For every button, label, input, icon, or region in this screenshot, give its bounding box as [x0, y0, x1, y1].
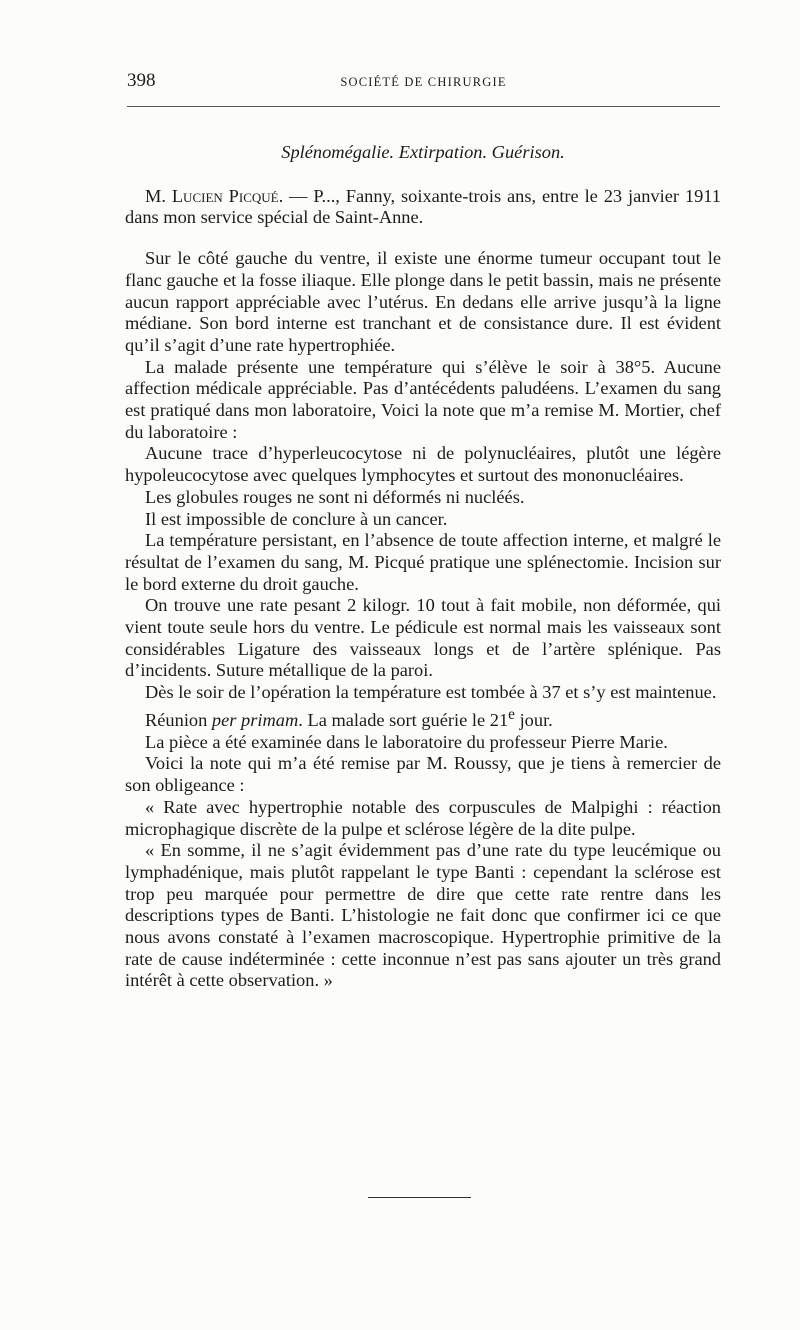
paragraph: Dès le soir de l’opération la température est tombée à 37 et s’y est maintenue. [145, 682, 717, 703]
section-title: Splénomégalie. Extirpation. Guérison. [281, 142, 565, 162]
intro-text: . — P..., Fanny, soixante-trois ans, entre le 23 janvier 1911 dans mon service spécial de Saint-Anne. [125, 185, 721, 228]
paragraph: Aucune trace d’hyperleucocytose ni de polynucléaires, plutôt une légère hypoleucocytose avec quelques lymphocytes et surtout des mononucléaires. [125, 443, 721, 486]
running-head: SOCIÉTÉ DE CHIRURGIE [340, 75, 507, 89]
reunion-sup: e [508, 705, 515, 723]
paragraph: On trouve une rate pesant 2 kilogr. 10 tout à fait mobile, non déformée, qui vient toute seule hors du ventre. Le pédicule est normal mais les vaisseaux sont considérables Ligature des vaisseaux longs et de l’artère splénique. Pas d’incidents. Suture métallique de la paroi. [125, 595, 721, 681]
page-number: 398 [127, 70, 156, 91]
speaker-name: Lucien Picqué [171, 185, 279, 206]
reunion-italic: per primam [211, 710, 299, 730]
paragraph: Les globules rouges ne sont ni déformés ni nucléés. [145, 486, 525, 507]
paragraph-gap [125, 229, 721, 248]
reunion-paragraph [125, 704, 721, 732]
quote-paragraph: « En somme, il ne s’agit évidemment pas d’une rate du type leucémique ou lymphadénique, mais plutôt rappelant le type Banti : cependant la sclérose est trop peu marquée pour permettre de dire que cette rate rentre dans les descriptions types de Banti. L’histologie ne fait donc que confirmer ici ce que nous avons constaté à l’examen macroscopique. Hypertrophie primitive de la rate de cause indéterminée : cette inconnue n’est pas sans ajouter un très grand intérêt à cette observation. » [125, 840, 721, 991]
reunion-tail: jour. [514, 710, 553, 730]
intro-paragraph [125, 186, 721, 229]
header-rule [127, 106, 720, 107]
quote-paragraph: « Rate avec hypertrophie notable des corpuscules de Malpighi : réaction microphagique discrète de la pulpe et sclérose légère de la dite pulpe. [125, 796, 721, 839]
page-header [127, 70, 720, 100]
paragraph: Il est impossible de conclure à un cancer. [145, 508, 448, 529]
paragraph: La température persistant, en l’absence de toute affection interne, et malgré le résultat de l’examen du sang, M. Picqué pratique une splénectomie. Incision sur le bord externe du droit gauche. [125, 530, 721, 594]
closing-rule [368, 1197, 471, 1198]
reunion-start: Réunion [145, 710, 212, 730]
paragraph: La malade présente une température qui s’élève le soir à 38°5. Aucune affection médicale appréciable. Pas d’antécédents paludéens. L’examen du sang est pratiqué dans mon laboratoire, Voici la note que m’a remise M. Mortier, chef du laboratoire : [125, 356, 721, 442]
paragraph: Sur le côté gauche du ventre, il existe une énorme tumeur occupant tout le flanc gauche et la fosse iliaque. Elle plonge dans le petit bassin, mais ne présente aucun rapport appréciable avec l’utérus. En dedans elle arrive jusqu’à la ligne médiane. Son bord interne est tranchant et de consistance dure. Il est évident qu’il s’agit d’une rate hypertrophiée. [125, 248, 721, 355]
paragraph: Voici la note qui m’a été remise par M. Roussy, que je tiens à remercier de son obligeance : [125, 753, 721, 796]
paragraph: La pièce a été examinée dans le laboratoire du professeur Pierre Marie. [145, 731, 668, 752]
speaker-prefix: M. [145, 185, 166, 206]
reunion-end: . La malade sort guérie le 21 [298, 710, 509, 730]
article-body [125, 142, 721, 992]
